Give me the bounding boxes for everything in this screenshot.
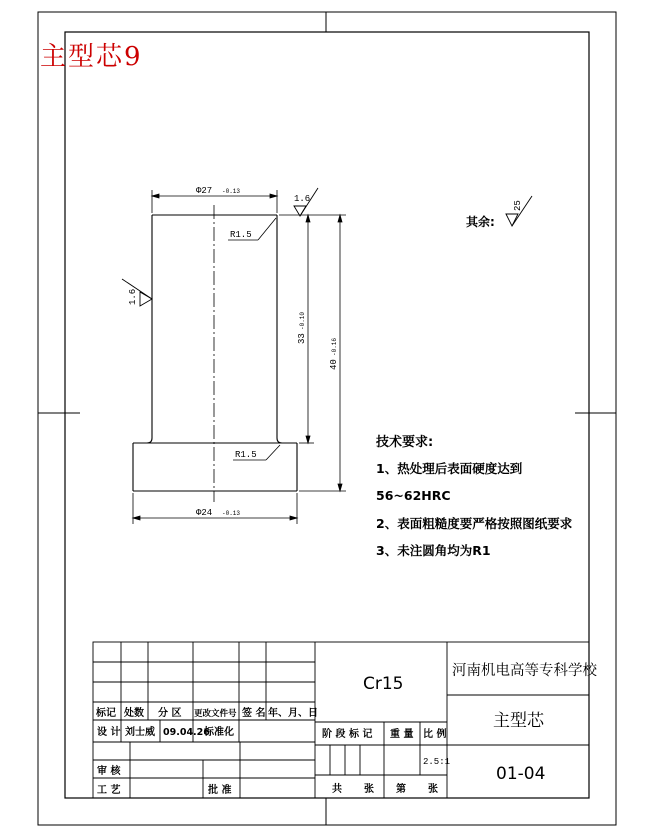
sheet-unit2-label: 张	[428, 784, 438, 795]
process-label: 工 艺	[97, 785, 121, 796]
remaining-roughness-value: 25	[513, 200, 523, 211]
height-total-tol: -0.16	[331, 337, 338, 356]
designer-label: 设 计	[97, 727, 121, 738]
sheet-no-label: 第	[396, 784, 406, 795]
rev-header-zone: 分 区	[158, 708, 182, 719]
outer-frame	[38, 12, 616, 825]
fillet-bottom-text: R1.5	[235, 450, 257, 460]
height-inner-tol: -0.10	[299, 311, 306, 330]
bottom-diameter-text: Φ24	[196, 508, 213, 518]
school-name: 河南机电高等专科学校	[452, 663, 597, 679]
height-total-text: 40	[329, 359, 339, 370]
scale-value: 2.5:1	[423, 757, 451, 767]
rev-header-count: 处数	[124, 708, 144, 719]
designer-name: 刘士威	[125, 727, 155, 738]
scale-label: 比 例	[423, 729, 447, 740]
material-text: Cr15	[363, 674, 404, 694]
height-inner-text: 33	[297, 333, 307, 344]
rev-header-date: 年、月、日	[268, 708, 318, 719]
drawing-number: 01-04	[496, 764, 546, 784]
dim-height-inner	[279, 215, 346, 443]
sheets-unit-label: 张	[364, 784, 374, 795]
tech-item-1: 1、热处理后表面硬度达到	[376, 461, 523, 476]
rev-header-doc: 更改文件号	[194, 709, 237, 719]
header-label: 主型芯9	[40, 42, 143, 72]
rev-header-sign: 签 名	[242, 708, 266, 719]
standard-label: 标准化	[204, 727, 234, 738]
sheets-total-label: 共	[332, 784, 342, 795]
dim-height-total	[299, 215, 346, 491]
bottom-diameter-tol: -0.13	[222, 510, 241, 517]
part-outline	[133, 215, 297, 491]
top-diameter-tol: -0.13	[222, 188, 241, 195]
centering-marks	[38, 12, 616, 825]
approve-label: 批 准	[208, 785, 232, 796]
weight-label: 重 量	[390, 729, 414, 740]
roughness-side-text: 1.6	[128, 288, 138, 305]
dim-top-diameter	[152, 190, 277, 213]
tech-title: 技术要求:	[376, 435, 434, 450]
tech-item-4: 3、未注圆角均为R1	[376, 543, 491, 558]
dim-bottom-diameter	[133, 493, 297, 524]
tech-item-3: 2、表面粗糙度要严格按照图纸要求	[376, 516, 573, 531]
roughness-top-text: 1.6	[294, 194, 311, 204]
review-label: 审 核	[97, 766, 121, 777]
design-date: 09.04.26	[163, 727, 210, 738]
tech-item-2: 56~62HRC	[376, 488, 451, 503]
stage-label: 阶 段 标 记	[322, 729, 373, 740]
rev-header-mark: 标记	[96, 708, 116, 719]
top-diameter-text: Φ27	[196, 186, 213, 196]
inner-border	[65, 32, 589, 798]
part-name: 主型芯	[493, 711, 544, 731]
remaining-roughness-label: 其余:	[466, 215, 495, 229]
fillet-top-text: R1.5	[230, 230, 252, 240]
